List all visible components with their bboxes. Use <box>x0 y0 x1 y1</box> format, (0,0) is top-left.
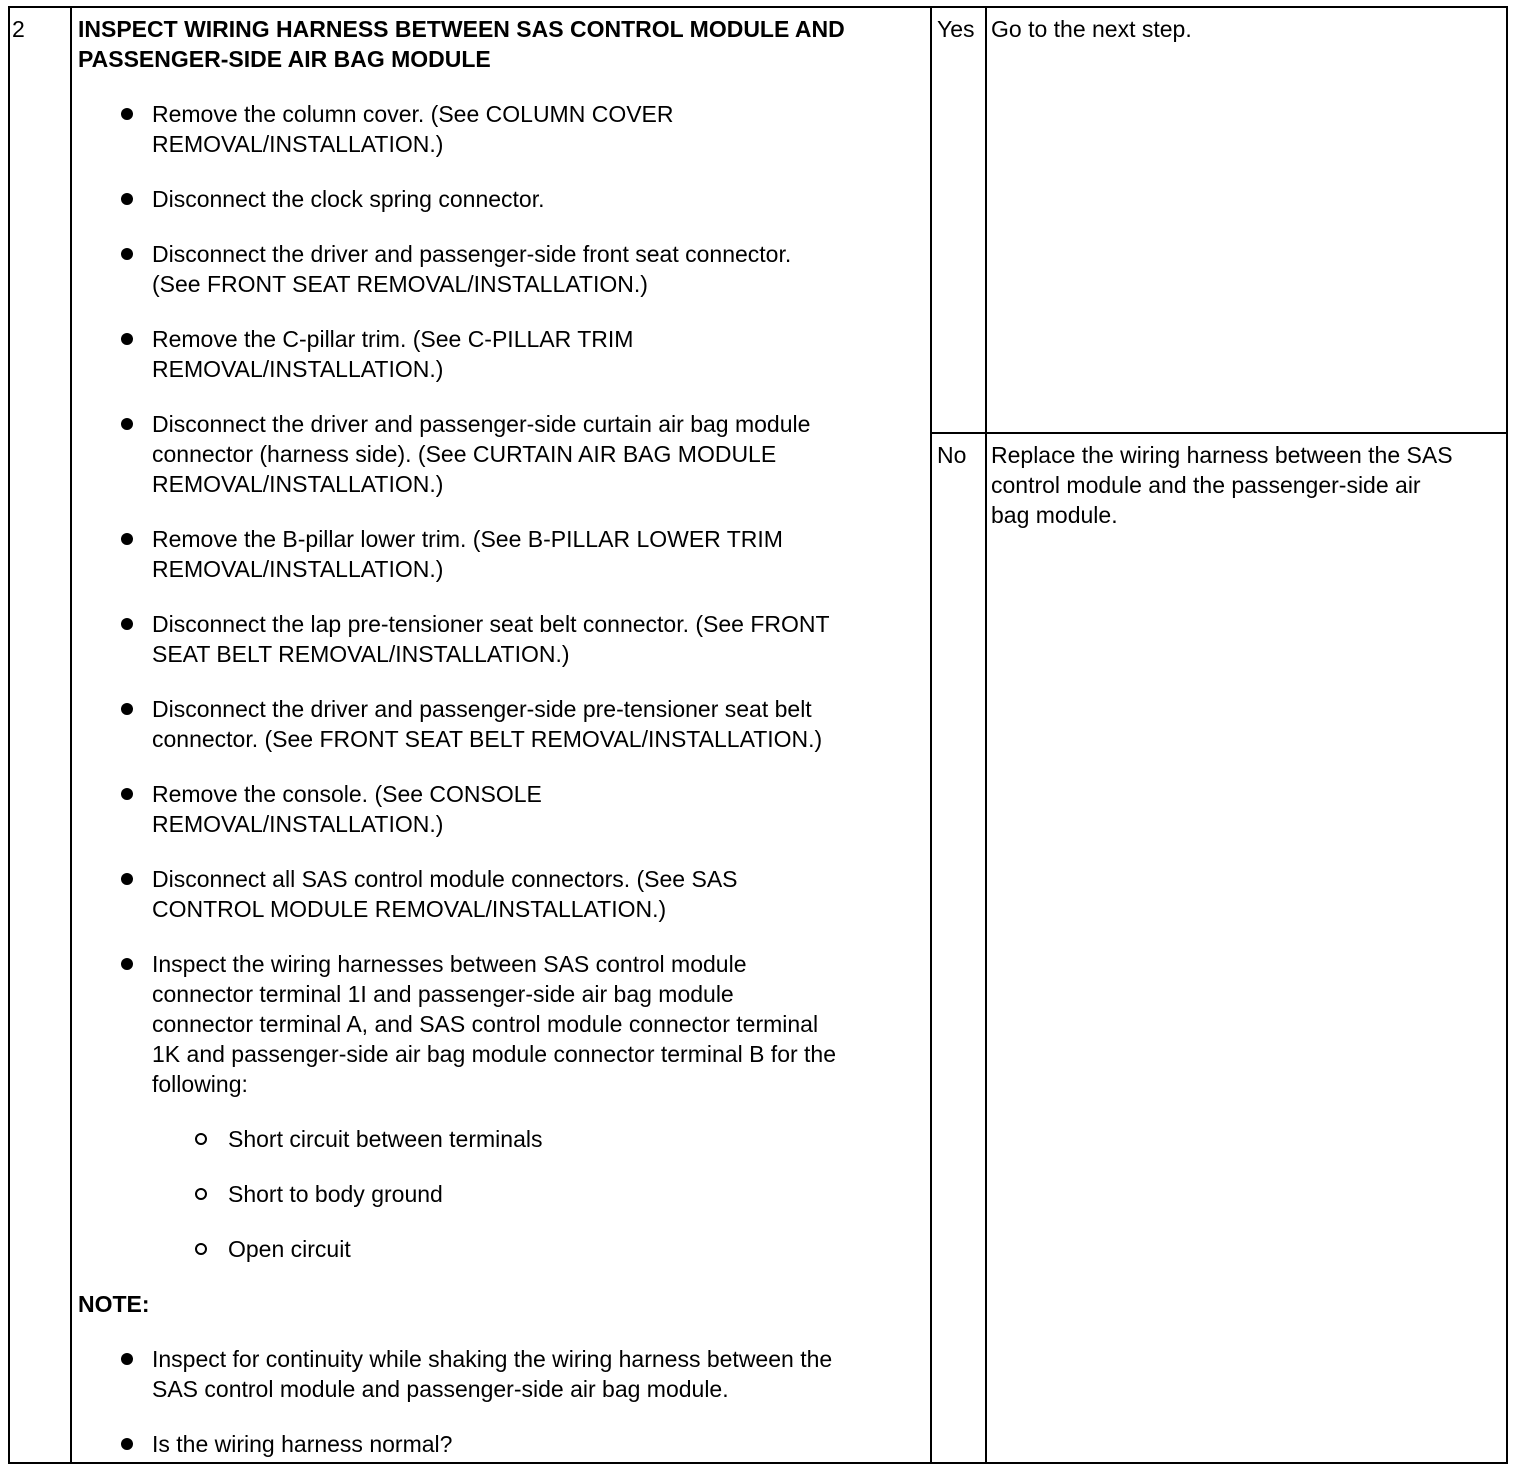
bullet-text-line: Disconnect all SAS control module connectors. (See SAS <box>152 866 738 892</box>
bullet-dot <box>121 418 133 430</box>
sub-bullet-text: Short circuit between terminals <box>228 1126 543 1152</box>
bullet-text-line: connector terminal A, and SAS control module connector terminal <box>152 1011 819 1037</box>
bullet-text-line: Inspect the wiring harnesses between SAS control module <box>152 951 747 977</box>
step-title-line-2: PASSENGER-SIDE AIR BAG MODULE <box>78 46 491 72</box>
bullet-text-line: connector terminal 1I and passenger-side air bag module <box>152 981 734 1007</box>
yes-label: Yes <box>937 16 975 42</box>
bullet-text-line: Disconnect the driver and passenger-side curtain air bag module <box>152 411 811 437</box>
table-border-right <box>1506 6 1508 1464</box>
bullet-text-line: Disconnect the lap pre-tensioner seat belt connector. (See FRONT <box>152 611 830 637</box>
bullet-dot <box>121 248 133 260</box>
bullet-dot <box>121 618 133 630</box>
yes-action: Go to the next step. <box>991 16 1192 42</box>
note-text-line: Inspect for continuity while shaking the wiring harness between the <box>152 1346 833 1372</box>
bullet-dot <box>121 788 133 800</box>
bullet-text-line: following: <box>152 1071 248 1097</box>
table-border-left <box>8 6 10 1464</box>
bullet-dot <box>121 193 133 205</box>
no-action-line: control module and the passenger-side air <box>991 472 1421 498</box>
bullet-text-line: REMOVAL/INSTALLATION.) <box>152 471 444 497</box>
sub-bullet-text: Short to body ground <box>228 1181 443 1207</box>
bullet-dot <box>121 333 133 345</box>
bullet-text-line: CONTROL MODULE REMOVAL/INSTALLATION.) <box>152 896 667 922</box>
bullet-dot <box>121 958 133 970</box>
note-text-line: SAS control module and passenger-side air bag module. <box>152 1376 729 1402</box>
step-number: 2 <box>12 16 25 42</box>
bullet-text-line: Remove the column cover. (See COLUMN COVER <box>152 101 674 127</box>
bullet-text-line: Disconnect the driver and passenger-side front seat connector. <box>152 241 792 267</box>
bullet-text-line: REMOVAL/INSTALLATION.) <box>152 811 444 837</box>
bullet-dot <box>121 1438 133 1450</box>
bullet-text-line: 1K and passenger-side air bag module connector terminal B for the <box>152 1041 837 1067</box>
bullet-text-line: REMOVAL/INSTALLATION.) <box>152 356 444 382</box>
sub-bullet-circle <box>195 1188 207 1200</box>
bullet-text-line: REMOVAL/INSTALLATION.) <box>152 131 444 157</box>
bullet-text-line: REMOVAL/INSTALLATION.) <box>152 556 444 582</box>
bullet-dot <box>121 533 133 545</box>
bullet-dot <box>121 873 133 885</box>
bullet-text-line: connector (harness side). (See CURTAIN AIR BAG MODULE <box>152 441 777 467</box>
column-divider-result <box>985 6 987 1464</box>
no-action-line: Replace the wiring harness between the SAS <box>991 442 1453 468</box>
bullet-text-line: (See FRONT SEAT REMOVAL/INSTALLATION.) <box>152 271 648 297</box>
bullet-dot <box>121 703 133 715</box>
table-border-bottom <box>8 1462 1508 1464</box>
note-text-line: Is the wiring harness normal? <box>152 1431 453 1457</box>
step-title-line-1: INSPECT WIRING HARNESS BETWEEN SAS CONTROL MODULE AND <box>78 16 845 42</box>
column-divider-procedure <box>930 6 932 1464</box>
table-border-top <box>8 6 1508 8</box>
bullet-text-line: Remove the C-pillar trim. (See C-PILLAR TRIM <box>152 326 634 352</box>
column-divider-step <box>70 6 72 1464</box>
no-label: No <box>937 442 967 468</box>
note-label: NOTE: <box>78 1291 150 1317</box>
sub-bullet-text: Open circuit <box>228 1236 351 1262</box>
bullet-text-line: connector. (See FRONT SEAT BELT REMOVAL/INSTALLATION.) <box>152 726 823 752</box>
bullet-text-line: Remove the B-pillar lower trim. (See B-PILLAR LOWER TRIM <box>152 526 783 552</box>
bullet-text-line: Disconnect the driver and passenger-side pre-tensioner seat belt <box>152 696 812 722</box>
bullet-dot <box>121 1353 133 1365</box>
sub-bullet-circle <box>195 1133 207 1145</box>
bullet-dot <box>121 108 133 120</box>
bullet-text-line: Disconnect the clock spring connector. <box>152 186 545 212</box>
no-action-line: bag module. <box>991 502 1118 528</box>
bullet-text-line: SEAT BELT REMOVAL/INSTALLATION.) <box>152 641 570 667</box>
bullet-text-line: Remove the console. (See CONSOLE <box>152 781 542 807</box>
sub-bullet-circle <box>195 1243 207 1255</box>
row-divider-yes-no <box>930 432 1508 434</box>
